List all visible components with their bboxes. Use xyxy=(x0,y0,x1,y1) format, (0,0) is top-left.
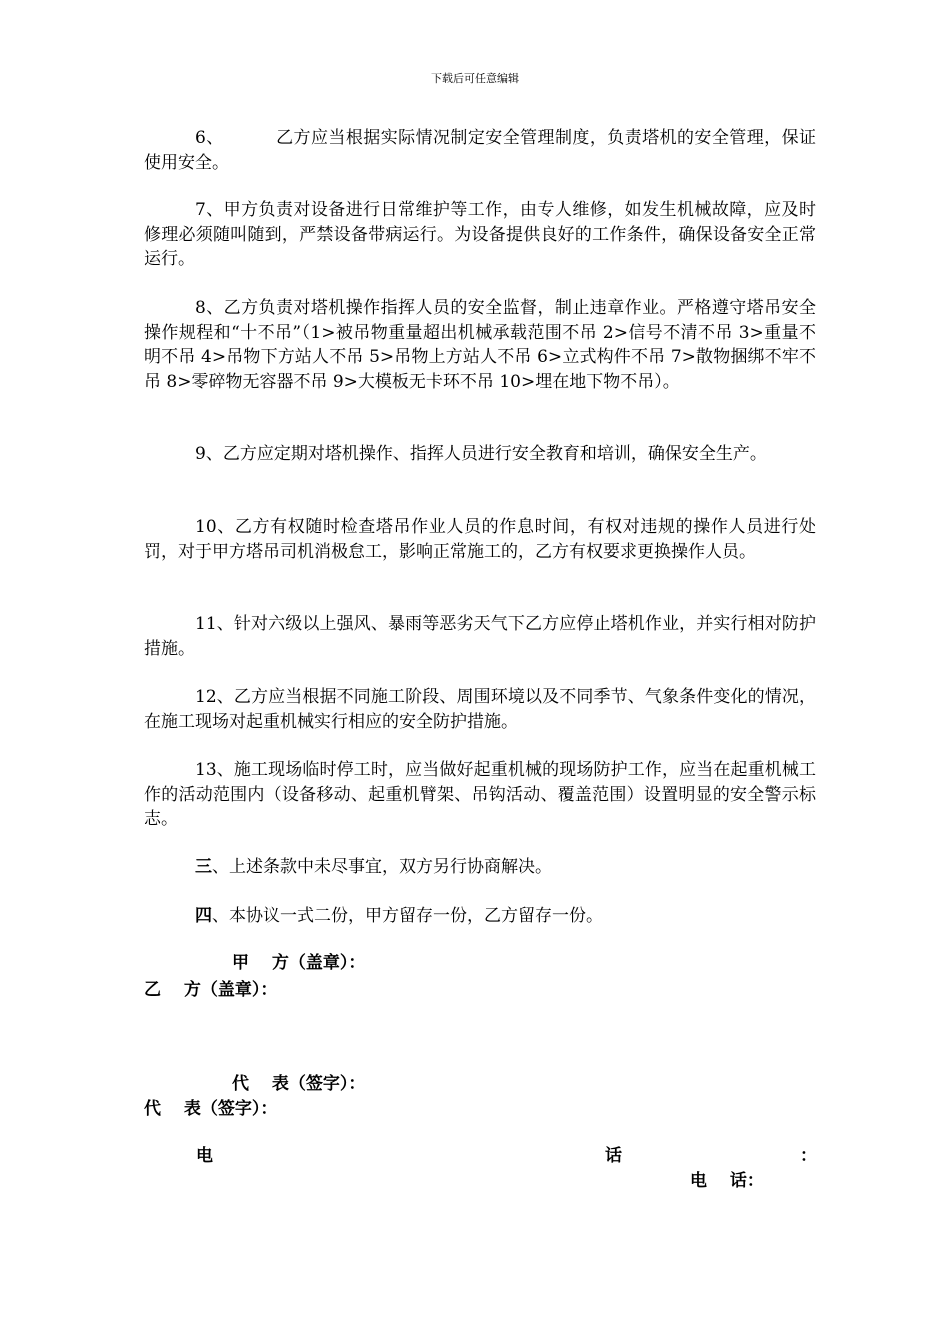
party-b-phone-label: 电 话： xyxy=(690,1171,764,1191)
section-3-label: 三 xyxy=(195,857,212,877)
section-4-text: 、本协议一式二份，甲方留存一份，乙方留存一份。 xyxy=(212,906,603,926)
section-4 xyxy=(144,904,816,929)
party-a-rep-label: 代 表（签字）： xyxy=(232,1074,366,1094)
clause-6-number: 6、 xyxy=(195,128,224,148)
clause-6 xyxy=(144,126,816,175)
clause-11: 11、针对六级以上强风、暴雨等恶劣天气下乙方应停止塔机作业，并实行相对防护措施。 xyxy=(144,614,816,659)
clause-8: 8、乙方负责对塔机操作指挥人员的安全监督，制止违章作业。严格遵守塔吊安全操作规程和“十不吊”（1>被吊物重量超出机械承载范围不吊 2>信号不清不吊 3>重量不明不吊 4>吊物下方站人不吊 5>吊物上方站人不吊 6>立式构件不吊 7>散物捆绑不牢不吊 8>零碎物无容器不吊 9>大模板无卡环不吊 10>埋在地下物不吊）。 xyxy=(144,298,816,392)
party-a-phone-char2: 话 xyxy=(605,1146,622,1166)
party-b-rep-label: 代 表（签字）： xyxy=(144,1099,278,1119)
party-a-phone-char1: 电 xyxy=(196,1146,213,1166)
section-4-label: 四 xyxy=(195,906,212,926)
clause-9: 9、乙方应定期对塔机操作、指挥人员进行安全教育和培训，确保安全生产。 xyxy=(195,444,767,464)
clause-13: 13、施工现场临时停工时，应当做好起重机械的现场防护工作，应当在起重机械工作的活动范围内（设备移动、起重机臂架、吊钩活动、覆盖范围）设置明显的安全警示标志。 xyxy=(144,760,816,829)
party-a-seal-label: 甲 方（盖章）： xyxy=(232,953,366,973)
page-header-note: 下载后可任意编辑 xyxy=(431,72,519,85)
clause-10: 10、乙方有权随时检查塔吊作业人员的作息时间，有权对违规的操作人员进行处罚，对于甲方塔吊司机消极怠工，影响正常施工的，乙方有权要求更换操作人员。 xyxy=(144,517,816,562)
party-b-seal-label: 乙 方（盖章）： xyxy=(144,980,278,1000)
section-3-text: 、上述条款中未尽事宜，双方另行协商解决。 xyxy=(212,857,552,877)
section-3 xyxy=(144,855,816,880)
clause-12: 12、乙方应当根据不同施工阶段、周围环境以及不同季节、气象条件变化的情况，在施工现场对起重机械实行相应的安全防护措施。 xyxy=(144,687,816,732)
party-a-phone-colon: ： xyxy=(800,1146,817,1166)
clause-6-text: 乙方应当根据实际情况制定安全管理制度，负责塔机的安全管理，保证使用安全。 xyxy=(144,128,816,173)
clause-7: 7、甲方负责对设备进行日常维护等工作，由专人维修，如发生机械故障，应及时修理必须随叫随到，严禁设备带病运行。为设备提供良好的工作条件，确保设备安全正常运行。 xyxy=(144,200,816,269)
